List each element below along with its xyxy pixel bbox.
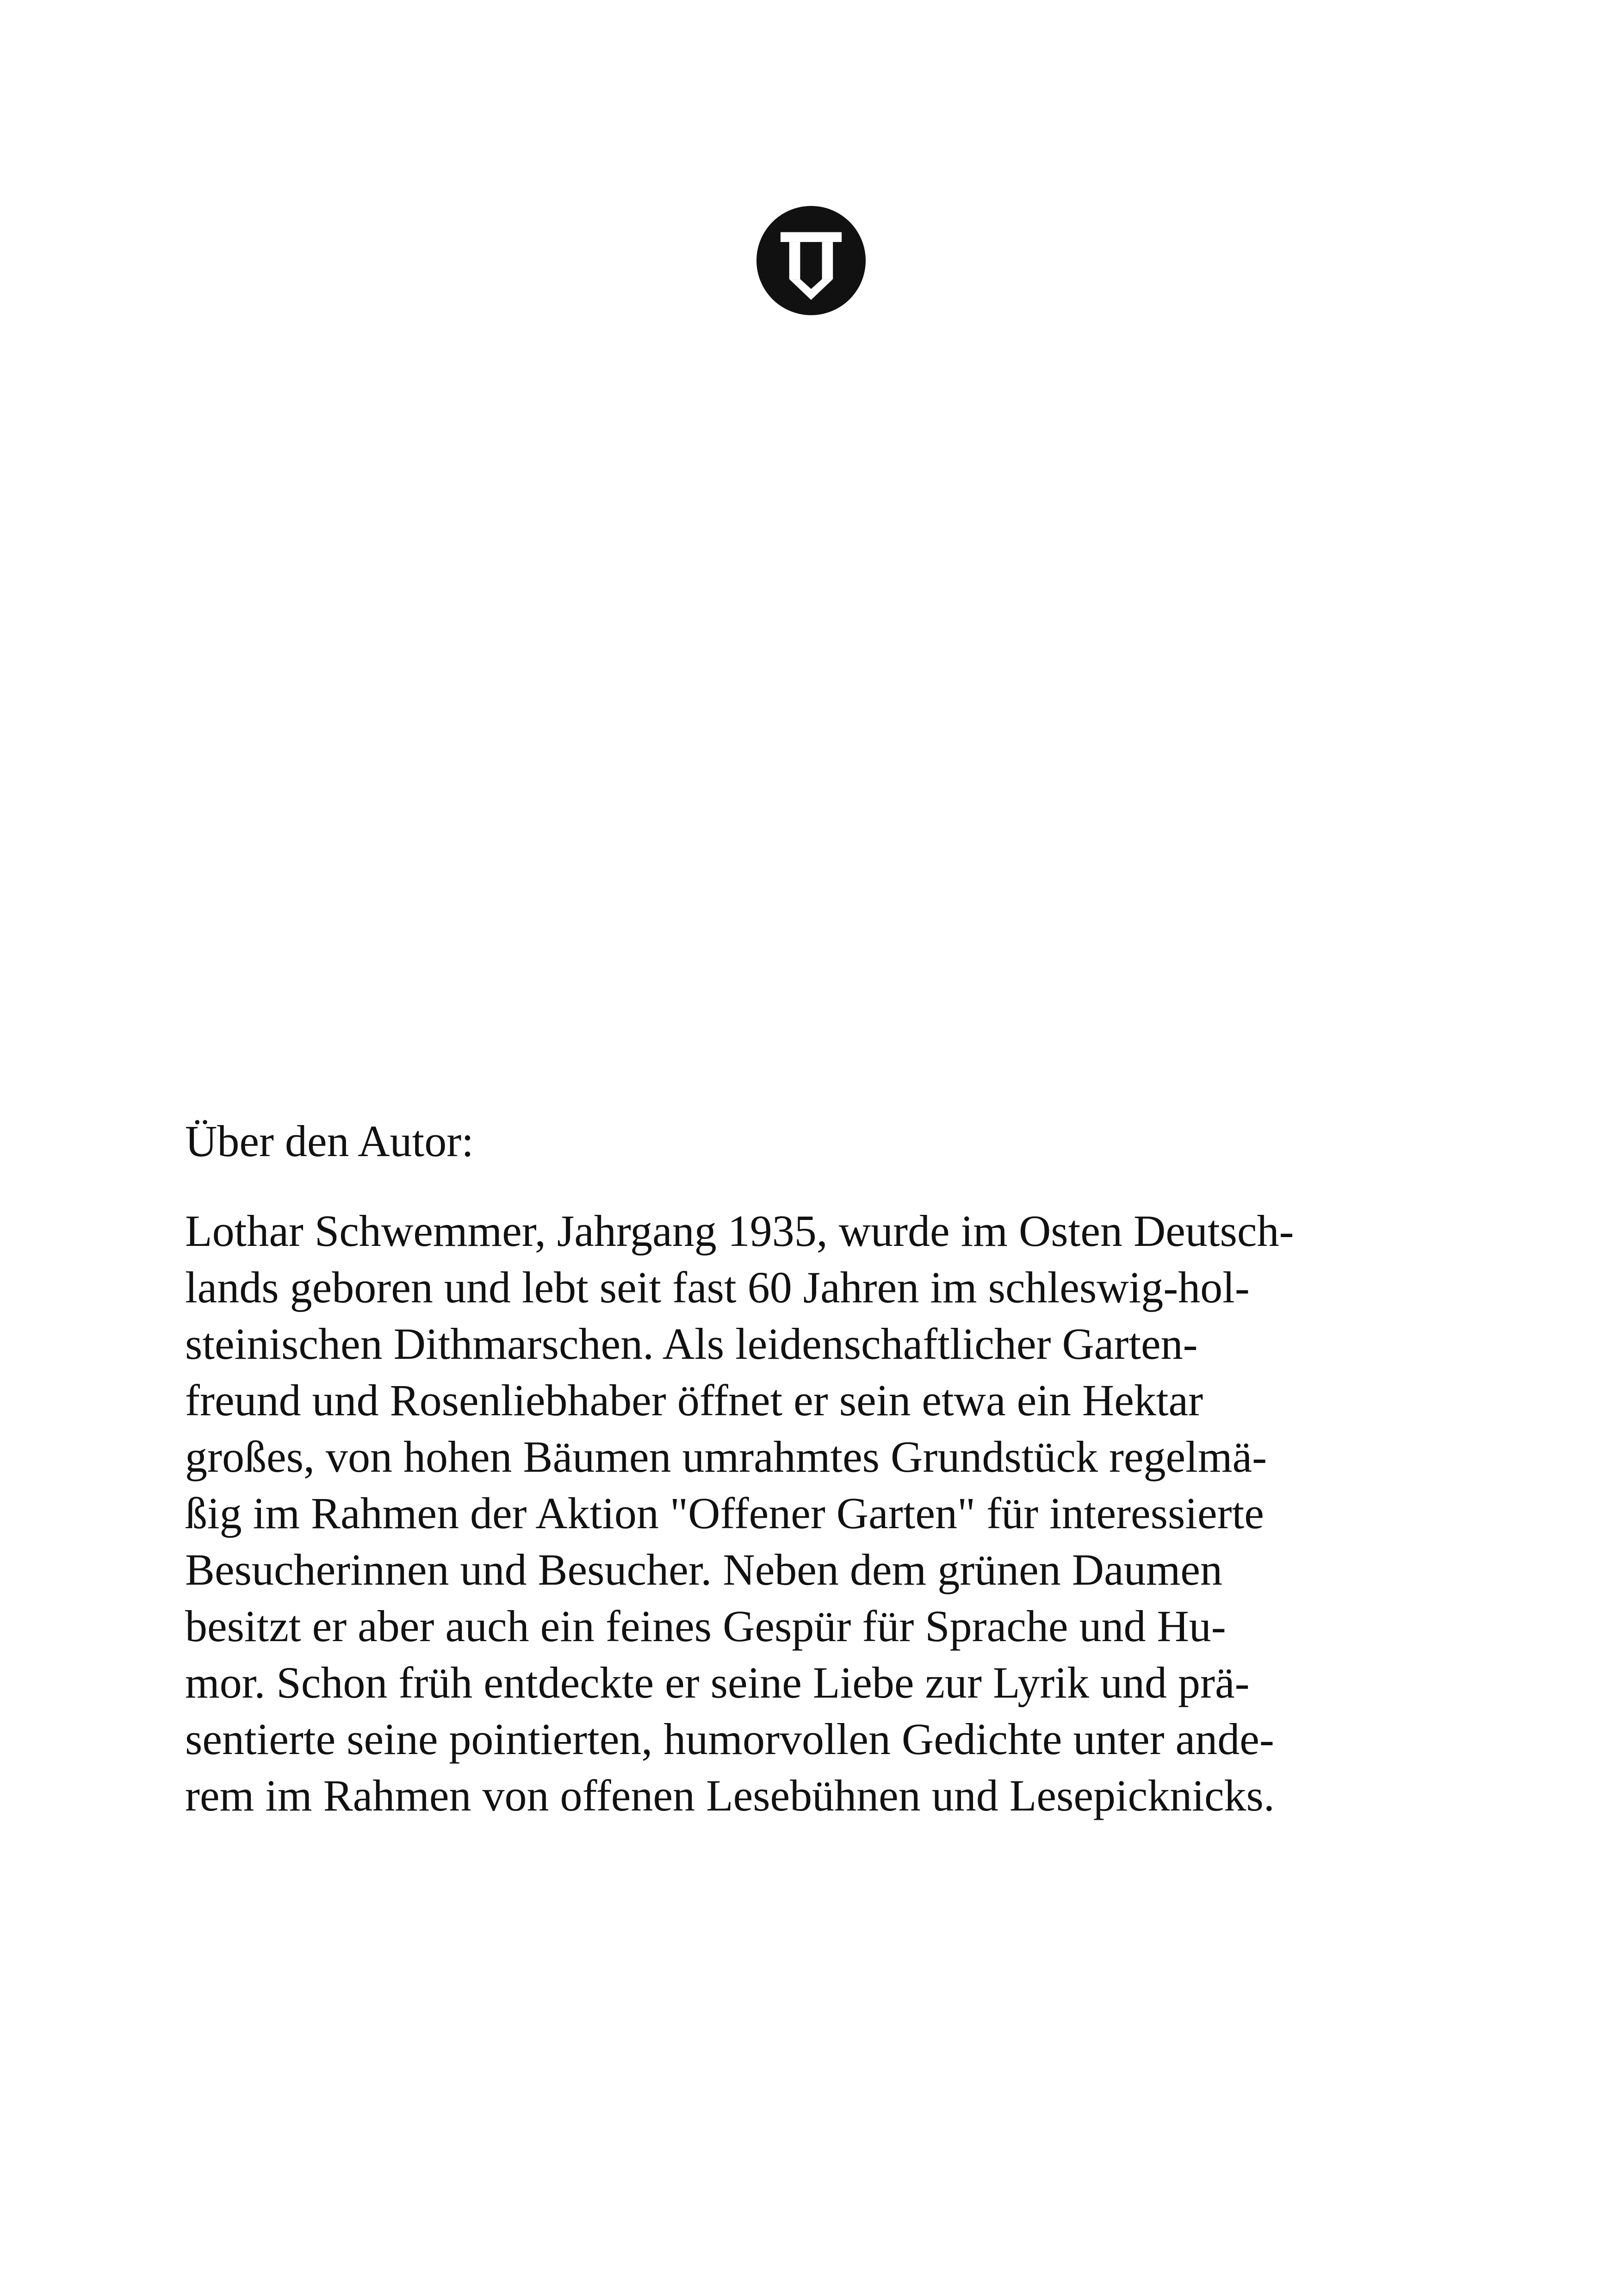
text-line: rem im Rahmen von offenen Lesebühnen und Lesepicknicks. — [185, 1771, 1275, 1820]
publisher-logo-icon — [756, 206, 866, 315]
text-line: besitzt er aber auch ein feines Gespür für Sprache und Hu- — [185, 1601, 1226, 1651]
text-line: mor. Schon früh entdeckte er seine Liebe zur Lyrik und prä- — [185, 1658, 1250, 1707]
text-line: großes, von hohen Bäumen umrahmtes Grundstück regelmä- — [185, 1432, 1267, 1481]
text-line: Lothar Schwemmer, Jahrgang 1935, wurde im Osten Deutsch- — [185, 1206, 1294, 1256]
text-line: lands geboren und lebt seit fast 60 Jahren im schleswig-hol- — [185, 1263, 1250, 1312]
about-author-section — [185, 1113, 1434, 1824]
about-author-text — [185, 1203, 1434, 1824]
text-line: freund und Rosenliebhaber öffnet er sein etwa ein Hektar — [185, 1375, 1203, 1425]
text-line: sentierte seine pointierten, humorvollen Gedichte unter ande- — [185, 1714, 1274, 1764]
about-author-heading: Über den Autor: — [185, 1116, 474, 1166]
text-line: ßig im Rahmen der Aktion "Offener Garten" für interessierte — [185, 1488, 1264, 1538]
text-line: Besucherinnen und Besucher. Neben dem grünen Daumen — [185, 1545, 1222, 1594]
text-line: steinischen Dithmarschen. Als leidenschaftlicher Garten- — [185, 1319, 1198, 1369]
